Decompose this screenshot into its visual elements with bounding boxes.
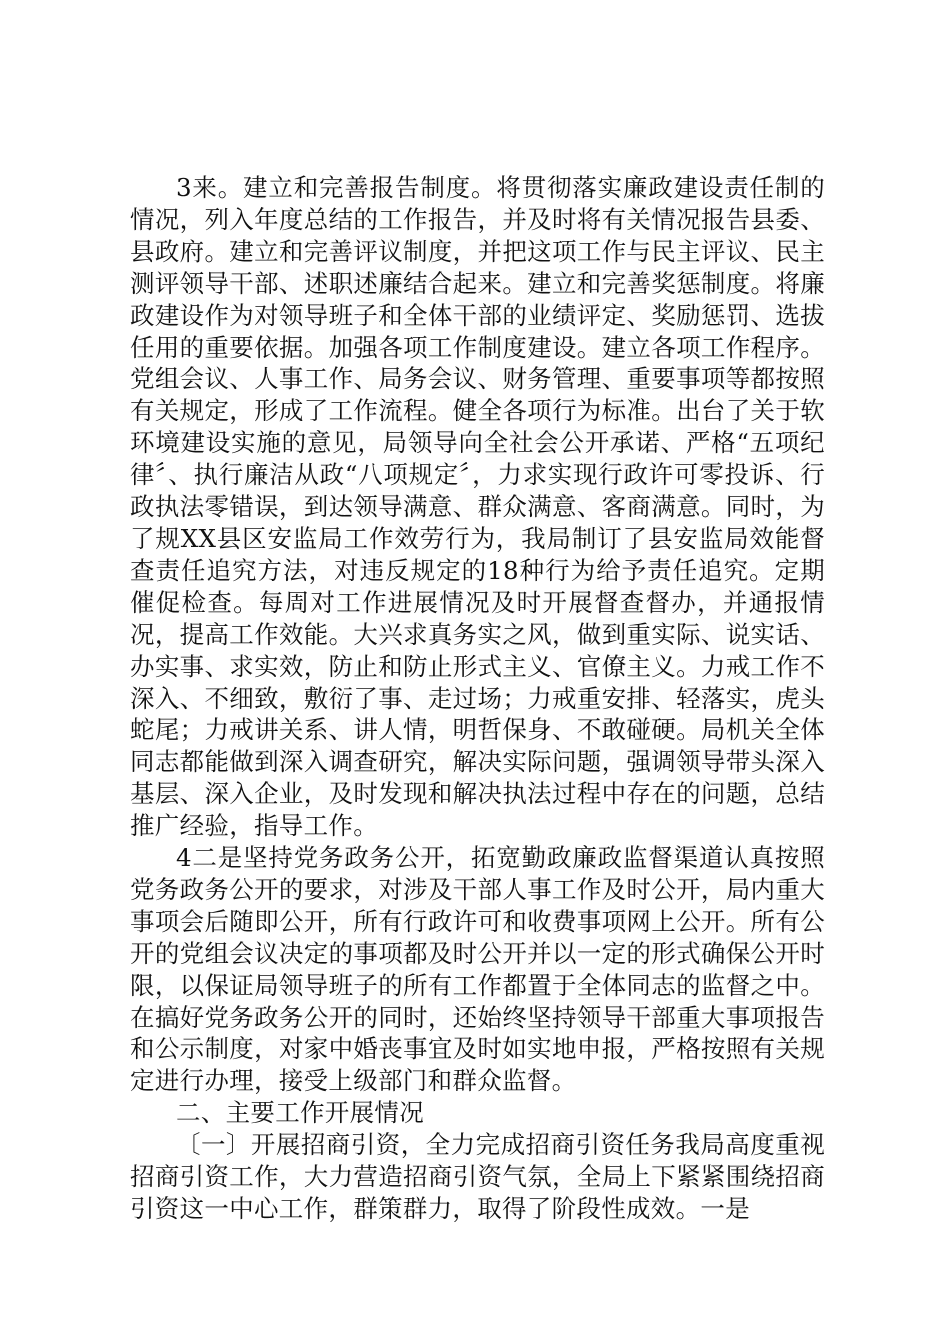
- section-heading-main-work: 二、主要工作开展情况: [176, 1098, 424, 1128]
- document-body: [130, 172, 825, 1225]
- paragraph-responsibility-system: 3来。建立和完善报告制度。将贯彻落实廉政建设责任制的情况，列入年度总结的工作报告，并及时将有关情况报告县委、县政府。建立和完善评议制度，并把这项工作与民主评议、民主测评领导干部、述职述廉结合起来。建立和完善奖惩制度。将廉政建设作为对领导班子和全体干部的业绩评定、奖励惩罚、选拔任用的重要依据。加强各项工作制度建设。建立各项工作程序。党组会议、人事工作、局务会议、财务管理、重要事项等都按照有关规定，形成了工作流程。健全各项行为标准。出台了关于软环境建设实施的意见，局领导向全社会公开承诺、严格“五项纪律〞、执行廉洁从政“八项规定〞，力求实现行政许可零投诉、行政执法零错误，到达领导满意、群众满意、客商满意。同时，为了规XX县区安监局工作效劳行为，我局制订了县安监局效能督查责任追究方法，对违反规定的18种行为给予责任追究。定期催促检查。每周对工作进展情况及时开展督查督办，并通报情况，提高工作效能。大兴求真务实之风，做到重实际、说实话、办实事、求实效，防止和防止形式主义、官僚主义。力戒工作不深入、不细致，敷衍了事、走过场；力戒重安排、轻落实，虎头蛇尾；力戒讲关系、讲人情，明哲保身、不敢碰硬。局机关全体同志都能做到深入调查研究，解决实际问题，强调领导带头深入基层、深入企业，及时发现和解决执法过程中存在的问题，总结推广经验，指导工作。: [130, 173, 825, 841]
- paragraph-affairs-disclosure: 4二是坚持党务政务公开，拓宽勤政廉政监督渠道认真按照党务政务公开的要求，对涉及干部人事工作及时公开，局内重大事项会后随即公开，所有行政许可和收费事项网上公开。所有公开的党组会议决定的事项都及时公开并以一定的形式确保公开时限，以保证局领导班子的所有工作都置于全体同志的监督之中。在搞好党务政务公开的同时，还始终坚持领导干部重大事项报告和公示制度，对家中婚丧事宜及时如实地申报，严格按照有关规定进行办理，接受上级部门和群众监督。: [130, 843, 825, 1096]
- paragraph-investment-promotion: 〔一〕开展招商引资，全力完成招商引资任务我局高度重视招商引资工作，大力营造招商引资气氛，全局上下紧紧围绕招商引资这一中心工作，群策群力，取得了阶段性成效。一是: [130, 1130, 825, 1223]
